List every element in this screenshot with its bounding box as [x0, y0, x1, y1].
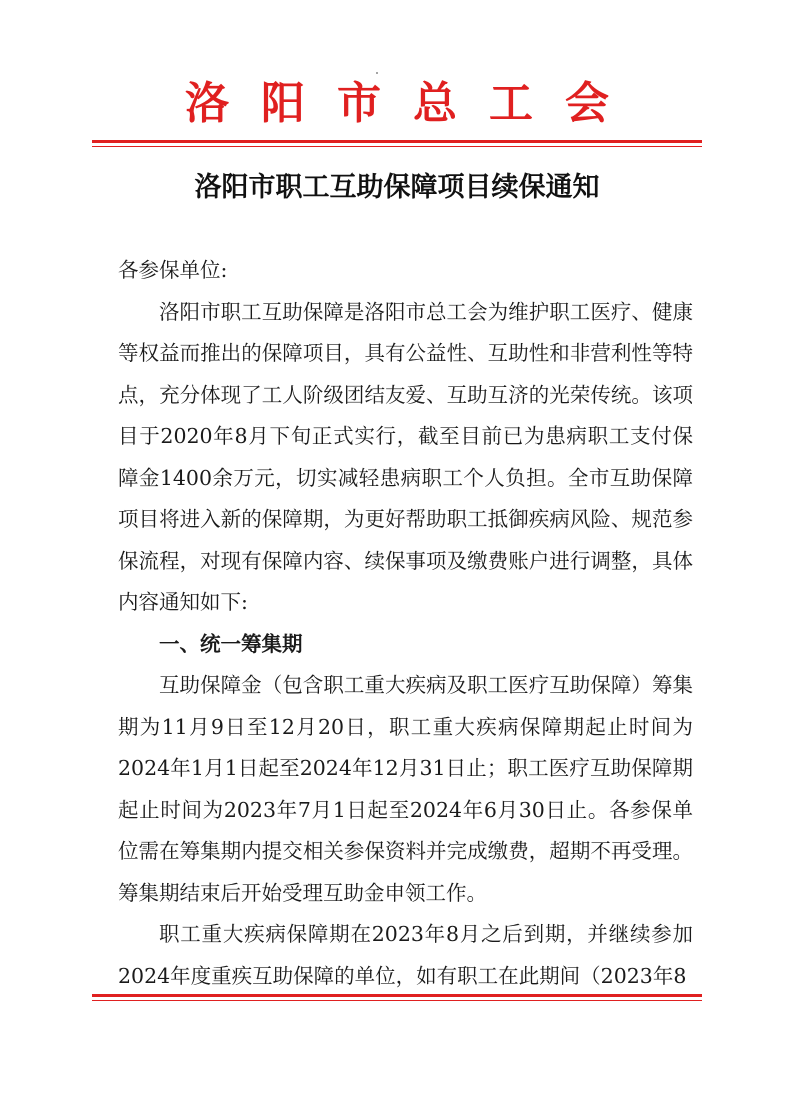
scan-speck — [376, 72, 378, 74]
section-paragraph: 职工重大疾病保障期在2023年8月之后到期，并继续参加2024年度重疾互助保障的单位，如有职工在此期间（2023年8 — [118, 922, 693, 988]
intro-paragraph: 洛阳市职工互助保障是洛阳市总工会为维护职工医疗、健康等权益而推出的保障项目，具有公益性、互助性和非营利性等特点，充分体现了工人阶级团结友爱、互助互济的光荣传统。该项目于2020年8月下旬正式实行，截至目前已为患病职工支付保障金1400余万元，切实减轻患病职工个人负担。全市互助保障项目将进入新的保障期，为更好帮助职工抵御疾病风险、规范参保流程，对现有保障内容、续保事项及缴费账户进行调整，具体内容通知如下: — [118, 299, 693, 614]
letterhead-red-rule-bottom — [92, 994, 702, 1001]
letterhead-red-rule-top — [92, 140, 702, 147]
notice-body — [118, 250, 693, 997]
salutation: 各参保单位: — [118, 258, 228, 282]
notice-title: 洛阳市职工互助保障项目续保通知 — [194, 172, 600, 203]
section-heading: 一、统一筹集期 — [159, 631, 303, 656]
organization-letterhead: 洛阳市总工会 — [185, 78, 641, 129]
section-paragraph: 互助保障金（包含职工重大疾病及职工医疗互助保障）筹集期为11月9日至12月20日，职工重大疾病保障期起止时间为2024年1月1日起至2024年12月31日止；职工医疗互助保障期起止时间为2023年7月1日起至2024年6月30日止。各参保单位需在筹集期内提交相关参保资料并完成缴费，超期不再受理。筹集期结束后开始受理互助金申领工作。 — [118, 673, 693, 905]
